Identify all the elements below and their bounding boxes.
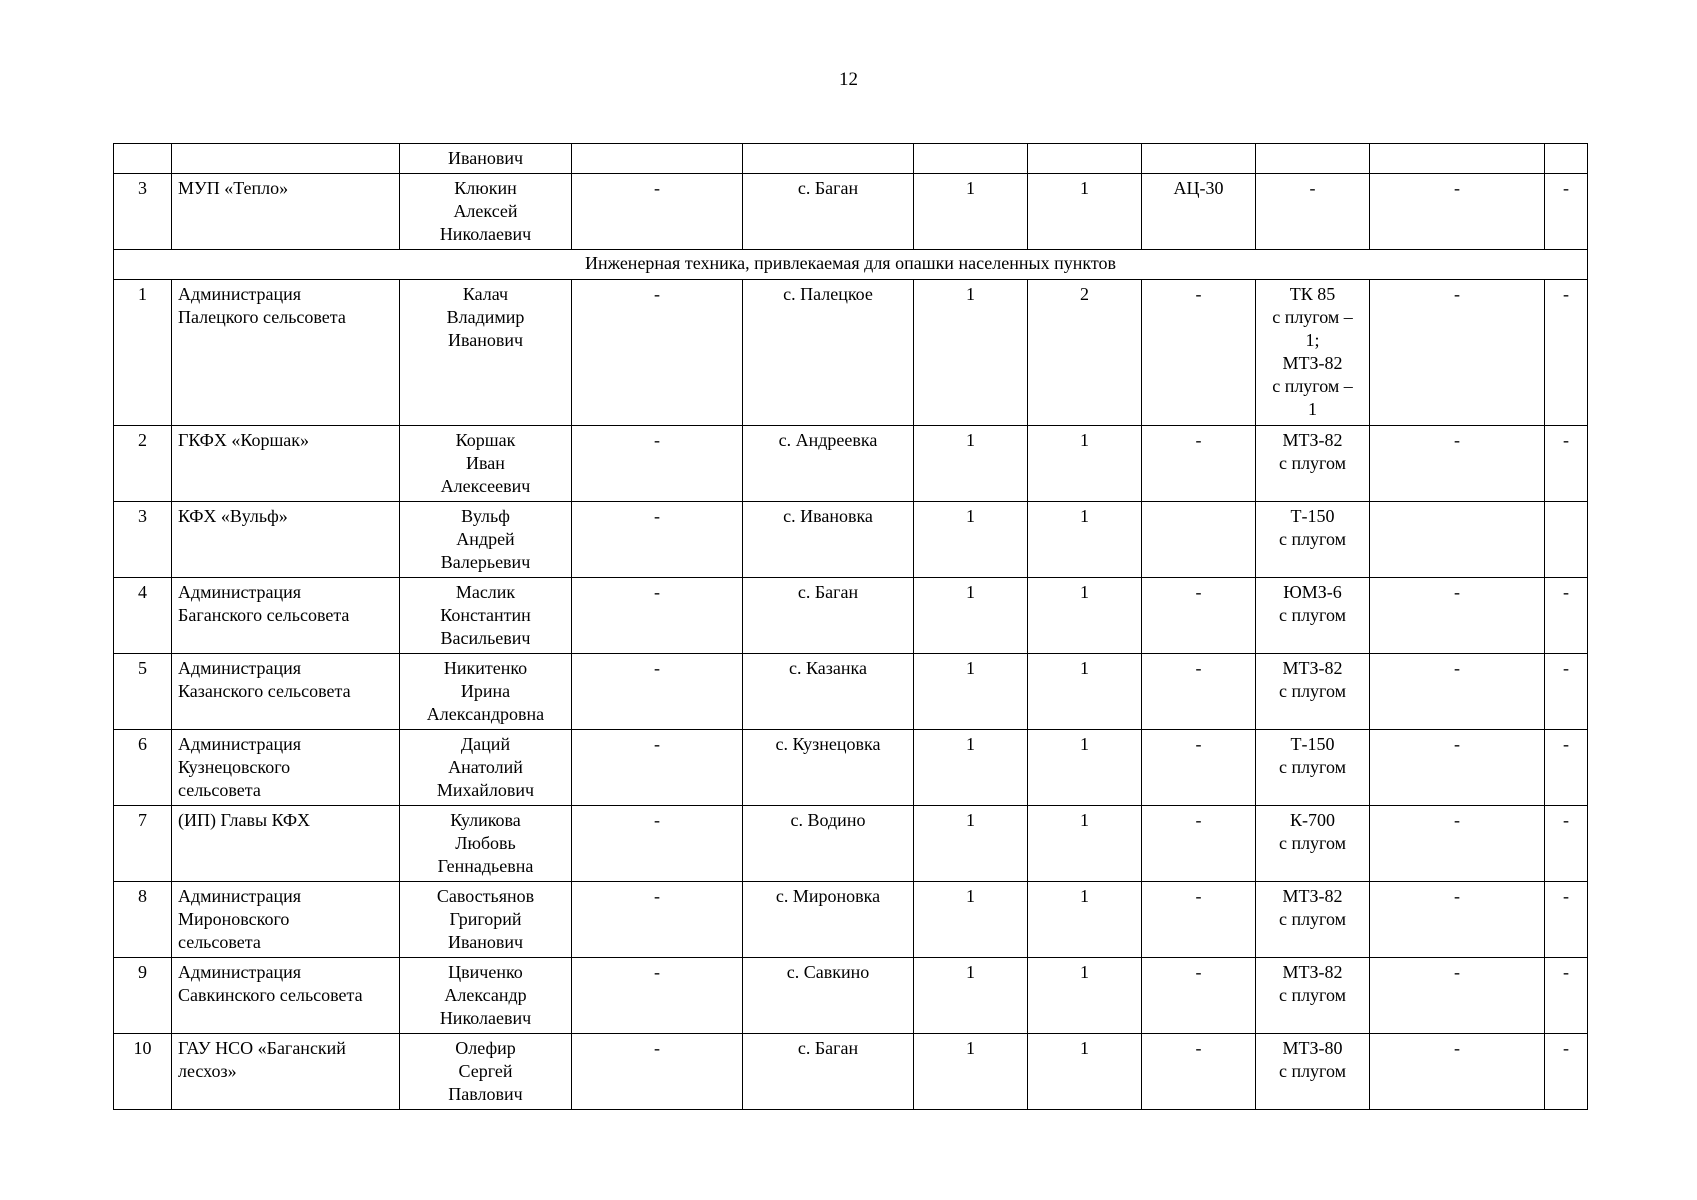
cell-col7: 1 (1028, 882, 1142, 958)
cell-number: 1 (114, 280, 172, 426)
cell-line: Константин (440, 605, 531, 625)
cell-line: МТЗ-82 (1282, 430, 1343, 450)
cell-line: Иванович (447, 148, 524, 168)
cell-line: МТЗ-82 (1282, 353, 1343, 373)
cell-line: с плугом (1278, 453, 1347, 473)
cell-col10: - (1370, 174, 1545, 250)
cell-col11: - (1545, 806, 1588, 882)
cell-line: Палецкого сельсовета (178, 307, 346, 327)
cell-col8: - (1142, 280, 1256, 426)
section-header-row (114, 250, 1588, 280)
table-row (114, 174, 1588, 250)
table-row (114, 882, 1588, 958)
cell-line: с плугом (1278, 681, 1347, 701)
cell-col7: 1 (1028, 174, 1142, 250)
cell-col8: - (1142, 882, 1256, 958)
cell-equipment (1256, 144, 1370, 174)
cell-line: Иванович (447, 932, 524, 952)
cell-line: Владимир (446, 307, 525, 327)
cell-number: 3 (114, 502, 172, 578)
cell-col4: - (572, 426, 743, 502)
cell-number: 4 (114, 578, 172, 654)
cell-line: с плугом – (1272, 307, 1353, 327)
table-row (114, 426, 1588, 502)
cell-number: 7 (114, 806, 172, 882)
cell-number: 5 (114, 654, 172, 730)
cell-line: с плугом (1278, 757, 1347, 777)
cell-col7: 1 (1028, 426, 1142, 502)
cell-col10: - (1370, 1034, 1545, 1110)
cell-number: 8 (114, 882, 172, 958)
cell-location: с. Баган (743, 1034, 914, 1110)
cell-line: Олефир (455, 1038, 516, 1058)
cell-line: МТЗ-80 (1282, 1038, 1343, 1058)
cell-line: Савкинского сельсовета (178, 985, 363, 1005)
cell-equipment (1256, 174, 1370, 250)
cell-col10: - (1370, 654, 1545, 730)
cell-col11 (1545, 144, 1588, 174)
cell-col11: - (1545, 654, 1588, 730)
cell-location: с. Палецкое (743, 280, 914, 426)
cell-col6: 1 (914, 654, 1028, 730)
cell-location: с. Казанка (743, 654, 914, 730)
cell-responsible-person (400, 174, 572, 250)
cell-line: Баганского сельсовета (178, 605, 350, 625)
cell-col6: 1 (914, 426, 1028, 502)
cell-col7 (1028, 144, 1142, 174)
cell-organization (172, 1034, 400, 1110)
cell-line: Калач (462, 284, 509, 304)
cell-col6: 1 (914, 958, 1028, 1034)
cell-col8: - (1142, 1034, 1256, 1110)
cell-col10: - (1370, 730, 1545, 806)
cell-line: Григорий (449, 909, 522, 929)
cell-organization (172, 882, 400, 958)
cell-line: Мироновского (178, 909, 290, 929)
cell-line: с плугом – (1272, 376, 1353, 396)
cell-col4 (572, 144, 743, 174)
cell-line: Казанского сельсовета (178, 681, 351, 701)
cell-equipment (1256, 882, 1370, 958)
cell-location: с. Андреевка (743, 426, 914, 502)
cell-organization (172, 654, 400, 730)
cell-organization (172, 144, 400, 174)
cell-organization (172, 280, 400, 426)
cell-col11: - (1545, 426, 1588, 502)
cell-col11: - (1545, 882, 1588, 958)
cell-responsible-person (400, 958, 572, 1034)
cell-line: Николаевич (439, 224, 532, 244)
table-row (114, 806, 1588, 882)
cell-line: Сергей (458, 1061, 513, 1081)
cell-col7: 2 (1028, 280, 1142, 426)
cell-responsible-person (400, 1034, 572, 1110)
cell-col8 (1142, 144, 1256, 174)
cell-col10: - (1370, 958, 1545, 1034)
cell-col6: 1 (914, 280, 1028, 426)
cell-line: МТЗ-82 (1282, 658, 1343, 678)
cell-col10: - (1370, 578, 1545, 654)
cell-col7: 1 (1028, 578, 1142, 654)
cell-location: с. Баган (743, 174, 914, 250)
cell-organization (172, 502, 400, 578)
cell-organization (172, 426, 400, 502)
page-number: 12 (839, 69, 858, 90)
cell-responsible-person (400, 806, 572, 882)
cell-line: Коршак (455, 430, 516, 450)
cell-line: Васильевич (440, 628, 531, 648)
cell-col6: 1 (914, 882, 1028, 958)
cell-col6 (914, 144, 1028, 174)
cell-number (114, 144, 172, 174)
cell-line: Алексей (453, 201, 518, 221)
cell-line: Т-150 (1290, 506, 1335, 526)
table-row (114, 654, 1588, 730)
cell-line: лесхоз» (178, 1061, 237, 1081)
cell-location: с. Мироновка (743, 882, 914, 958)
cell-line: К-700 (1290, 810, 1335, 830)
cell-equipment (1256, 958, 1370, 1034)
table-row (114, 280, 1588, 426)
cell-col10: - (1370, 280, 1545, 426)
cell-line: сельсовета (178, 780, 261, 800)
cell-organization (172, 578, 400, 654)
cell-line: Николаевич (439, 1008, 532, 1028)
cell-equipment (1256, 806, 1370, 882)
cell-line: Клюкин (454, 178, 517, 198)
cell-col10: - (1370, 806, 1545, 882)
cell-col6: 1 (914, 174, 1028, 250)
table-row (114, 502, 1588, 578)
cell-col4: - (572, 958, 743, 1034)
cell-line: 1; (1305, 330, 1320, 350)
cell-line: Анатолий (448, 757, 523, 777)
cell-location: с. Кузнецовка (743, 730, 914, 806)
cell-col4: - (572, 280, 743, 426)
cell-organization (172, 806, 400, 882)
cell-line: Т-150 (1290, 734, 1335, 754)
cell-line: Александр (444, 985, 527, 1005)
cell-line: с плугом (1278, 1061, 1347, 1081)
cell-line: с плугом (1278, 985, 1347, 1005)
cell-equipment (1256, 502, 1370, 578)
cell-organization (172, 174, 400, 250)
cell-col11: - (1545, 958, 1588, 1034)
cell-location: с. Баган (743, 578, 914, 654)
cell-col8: - (1142, 730, 1256, 806)
cell-col6: 1 (914, 502, 1028, 578)
cell-line: Даций (460, 734, 511, 754)
cell-line: Ирина (460, 681, 511, 701)
cell-col4: - (572, 806, 743, 882)
cell-equipment (1256, 426, 1370, 502)
cell-responsible-person (400, 654, 572, 730)
cell-line: МУП «Тепло» (178, 178, 289, 198)
cell-equipment (1256, 280, 1370, 426)
cell-line: Маслик (455, 582, 516, 602)
cell-line: КФХ «Вульф» (178, 506, 288, 526)
cell-col6: 1 (914, 578, 1028, 654)
cell-location (743, 144, 914, 174)
cell-line: ГАУ НСО «Баганский (178, 1038, 346, 1058)
cell-line: ГКФХ «Коршак» (178, 430, 310, 450)
cell-responsible-person (400, 280, 572, 426)
cell-number: 10 (114, 1034, 172, 1110)
cell-organization (172, 958, 400, 1034)
cell-line: ЮМЗ-6 (1283, 582, 1342, 602)
cell-col7: 1 (1028, 806, 1142, 882)
cell-col7: 1 (1028, 1034, 1142, 1110)
cell-col6: 1 (914, 1034, 1028, 1110)
cell-col4: - (572, 174, 743, 250)
cell-col8: - (1142, 426, 1256, 502)
cell-col11: - (1545, 280, 1588, 426)
cell-line: Алексеевич (440, 476, 531, 496)
cell-line: Любовь (455, 833, 516, 853)
cell-line: Администрация (178, 886, 302, 906)
cell-line: Администрация (178, 582, 302, 602)
cell-col10: - (1370, 426, 1545, 502)
cell-col8 (1142, 502, 1256, 578)
cell-col10 (1370, 502, 1545, 578)
cell-responsible-person (400, 882, 572, 958)
cell-line: Администрация (178, 284, 302, 304)
cell-line: Михайлович (436, 780, 535, 800)
cell-line: с плугом (1278, 529, 1347, 549)
cell-responsible-person (400, 426, 572, 502)
cell-number: 6 (114, 730, 172, 806)
cell-col10: - (1370, 882, 1545, 958)
cell-responsible-person (400, 144, 572, 174)
cell-line: ТК 85 (1289, 284, 1336, 304)
cell-line: сельсовета (178, 932, 261, 952)
cell-col6: 1 (914, 806, 1028, 882)
cell-equipment (1256, 578, 1370, 654)
table-row (114, 730, 1588, 806)
table-row (114, 1034, 1588, 1110)
cell-equipment (1256, 1034, 1370, 1110)
cell-col4: - (572, 578, 743, 654)
cell-location: с. Водино (743, 806, 914, 882)
cell-col7: 1 (1028, 654, 1142, 730)
cell-line: Александровна (426, 704, 545, 724)
cell-line: Администрация (178, 962, 302, 982)
section-title: Инженерная техника, привлекаемая для опашки населенных пунктов (114, 250, 1588, 280)
cell-responsible-person (400, 502, 572, 578)
cell-line: 1 (1308, 399, 1317, 419)
cell-line: с плугом (1278, 605, 1347, 625)
cell-col8: - (1142, 806, 1256, 882)
cell-location: с. Савкино (743, 958, 914, 1034)
equipment-table (113, 143, 1588, 1110)
cell-line: Вульф (461, 506, 510, 526)
cell-line: Куликова (450, 810, 521, 830)
cell-col8: АЦ-30 (1142, 174, 1256, 250)
cell-col11: - (1545, 578, 1588, 654)
cell-line: Иванович (447, 330, 524, 350)
cell-col4: - (572, 1034, 743, 1110)
cell-line: МТЗ-82 (1282, 886, 1343, 906)
cell-line: Администрация (178, 734, 302, 754)
cell-line: Никитенко (443, 658, 528, 678)
table-row (114, 958, 1588, 1034)
cell-line: - (1309, 178, 1316, 198)
cell-line: Валерьевич (440, 552, 531, 572)
cell-equipment (1256, 654, 1370, 730)
cell-line: Савостьянов (436, 886, 535, 906)
cell-col7: 1 (1028, 502, 1142, 578)
cell-number: 2 (114, 426, 172, 502)
cell-col8: - (1142, 654, 1256, 730)
cell-line: МТЗ-82 (1282, 962, 1343, 982)
cell-col4: - (572, 654, 743, 730)
cell-line: Иван (466, 453, 505, 473)
cell-number: 9 (114, 958, 172, 1034)
cell-col4: - (572, 882, 743, 958)
cell-col7: 1 (1028, 730, 1142, 806)
cell-responsible-person (400, 578, 572, 654)
cell-line: с плугом (1278, 833, 1347, 853)
cell-col11: - (1545, 1034, 1588, 1110)
cell-line: Кузнецовского (178, 757, 291, 777)
cell-col4: - (572, 730, 743, 806)
cell-organization (172, 730, 400, 806)
cell-line: Цвиченко (448, 962, 523, 982)
cell-line: Администрация (178, 658, 302, 678)
cell-col11: - (1545, 174, 1588, 250)
cell-line: Андрей (456, 529, 515, 549)
table-row (114, 144, 1588, 174)
cell-col11: - (1545, 730, 1588, 806)
cell-col8: - (1142, 578, 1256, 654)
cell-responsible-person (400, 730, 572, 806)
cell-col8: - (1142, 958, 1256, 1034)
cell-line: Павлович (448, 1084, 523, 1104)
cell-col10 (1370, 144, 1545, 174)
cell-col11 (1545, 502, 1588, 578)
cell-equipment (1256, 730, 1370, 806)
table-body (114, 144, 1588, 1110)
cell-line: (ИП) Главы КФХ (178, 810, 311, 830)
cell-number: 3 (114, 174, 172, 250)
cell-col4: - (572, 502, 743, 578)
cell-line: с плугом (1278, 909, 1347, 929)
cell-line: Геннадьевна (437, 856, 534, 876)
cell-location: с. Ивановка (743, 502, 914, 578)
cell-col7: 1 (1028, 958, 1142, 1034)
cell-col6: 1 (914, 730, 1028, 806)
table-row (114, 578, 1588, 654)
